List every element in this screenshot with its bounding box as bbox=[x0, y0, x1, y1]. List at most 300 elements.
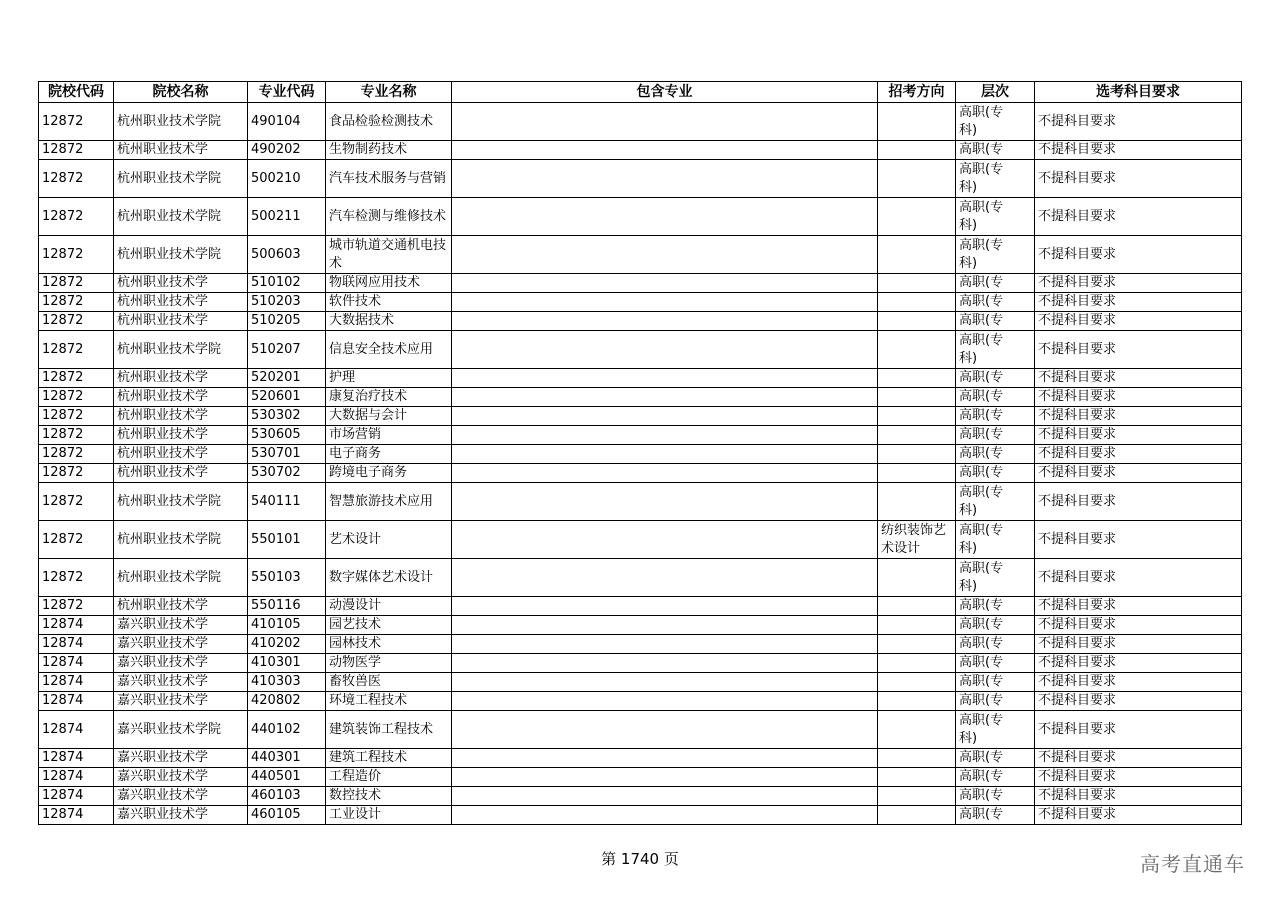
cell-included-majors-text bbox=[455, 464, 874, 482]
cell-direction bbox=[878, 198, 956, 236]
cell-major-code bbox=[248, 692, 326, 711]
cell-major-code-text: 550103 bbox=[251, 569, 301, 585]
cell-subject-requirement-text: 不提科目要求 bbox=[1038, 427, 1117, 442]
cell-direction bbox=[878, 597, 956, 616]
cell-major-name-text: 园林技术 bbox=[329, 636, 382, 651]
cell-subject-requirement bbox=[1035, 616, 1242, 635]
cell-major-code bbox=[248, 331, 326, 369]
cell-major-code bbox=[248, 445, 326, 464]
cell-major-name-text: 物联网应用技术 bbox=[329, 275, 421, 290]
cell-major-name bbox=[326, 692, 452, 711]
cell-school-name bbox=[114, 331, 248, 369]
cell-direction-text bbox=[881, 426, 952, 444]
cell-included-majors-text bbox=[455, 692, 874, 710]
cell-level bbox=[956, 616, 1035, 635]
cell-major-code bbox=[248, 806, 326, 825]
cell-direction bbox=[878, 141, 956, 160]
table-row bbox=[39, 464, 1242, 483]
table-row bbox=[39, 635, 1242, 654]
cell-major-code-text: 410202 bbox=[251, 636, 301, 651]
cell-school-code-text: 12872 bbox=[42, 598, 84, 613]
cell-major-name bbox=[326, 597, 452, 616]
cell-school-code-text: 12874 bbox=[42, 636, 84, 651]
cell-major-name-text: 跨境电子商务 bbox=[329, 465, 408, 480]
table-row bbox=[39, 616, 1242, 635]
cell-major-name-text: 建筑工程技术 bbox=[329, 750, 408, 765]
cell-direction bbox=[878, 388, 956, 407]
cell-major-name bbox=[326, 293, 452, 312]
cell-included-majors-text bbox=[455, 426, 874, 444]
cell-major-name-text: 市场营销 bbox=[329, 427, 382, 442]
cell-major-name bbox=[326, 749, 452, 768]
cell-included-majors bbox=[452, 236, 878, 274]
cell-school-code bbox=[39, 787, 114, 806]
cell-major-name-text: 数控技术 bbox=[329, 788, 382, 803]
cell-included-majors-text bbox=[455, 635, 874, 653]
cell-school-name bbox=[114, 198, 248, 236]
cell-subject-requirement-text: 不提科目要求 bbox=[1038, 569, 1117, 585]
cell-included-majors bbox=[452, 806, 878, 825]
cell-school-code bbox=[39, 559, 114, 597]
cell-level-text: 高职(专 bbox=[959, 408, 1004, 423]
table-row bbox=[39, 597, 1242, 616]
cell-level-text: 高职(专科) bbox=[959, 484, 1004, 518]
cell-school-code-text: 12872 bbox=[42, 170, 84, 186]
cell-school-name bbox=[114, 806, 248, 825]
cell-subject-requirement-text: 不提科目要求 bbox=[1038, 341, 1117, 357]
cell-major-code-text: 520601 bbox=[251, 389, 301, 404]
cell-level bbox=[956, 103, 1035, 141]
cell-school-code bbox=[39, 141, 114, 160]
cell-major-name bbox=[326, 198, 452, 236]
cell-major-name-text: 汽车检测与维修技术 bbox=[329, 208, 447, 224]
cell-direction bbox=[878, 407, 956, 426]
cell-level bbox=[956, 521, 1035, 559]
cell-level-text: 高职(专科) bbox=[959, 522, 1004, 556]
cell-included-majors bbox=[452, 141, 878, 160]
cell-level-text: 高职(专 bbox=[959, 693, 1004, 708]
cell-major-code bbox=[248, 388, 326, 407]
cell-subject-requirement bbox=[1035, 673, 1242, 692]
cell-major-code bbox=[248, 635, 326, 654]
cell-major-code bbox=[248, 464, 326, 483]
cell-subject-requirement-text: 不提科目要求 bbox=[1038, 313, 1117, 328]
cell-school-name bbox=[114, 445, 248, 464]
cell-level bbox=[956, 407, 1035, 426]
cell-included-majors bbox=[452, 597, 878, 616]
cell-major-code bbox=[248, 160, 326, 198]
cell-level-text: 高职(专 bbox=[959, 750, 1004, 765]
table-row bbox=[39, 426, 1242, 445]
cell-subject-requirement bbox=[1035, 445, 1242, 464]
cell-level-text: 高职(专 bbox=[959, 598, 1004, 613]
cell-direction bbox=[878, 521, 956, 559]
cell-school-code bbox=[39, 635, 114, 654]
watermark: 高考直通车 bbox=[1140, 852, 1245, 876]
cell-school-code bbox=[39, 103, 114, 141]
cell-major-name-text: 生物制药技术 bbox=[329, 142, 408, 157]
cell-major-name-text: 畜牧兽医 bbox=[329, 674, 382, 689]
cell-school-name bbox=[114, 388, 248, 407]
cell-school-name-text: 杭州职业技术学院 bbox=[117, 569, 222, 585]
cell-major-name bbox=[326, 711, 452, 749]
cell-school-code bbox=[39, 464, 114, 483]
cell-major-code bbox=[248, 426, 326, 445]
cell-major-code bbox=[248, 768, 326, 787]
cell-school-name-text: 杭州职业技术学院 bbox=[117, 208, 222, 224]
cell-level bbox=[956, 236, 1035, 274]
cell-major-code bbox=[248, 483, 326, 521]
table-row bbox=[39, 198, 1242, 236]
cell-school-name-text: 杭州职业技术学院 bbox=[117, 170, 222, 186]
cell-major-name bbox=[326, 407, 452, 426]
cell-major-name bbox=[326, 673, 452, 692]
cell-major-name-text: 食品检验检测技术 bbox=[329, 113, 434, 129]
table-row bbox=[39, 388, 1242, 407]
cell-direction-text bbox=[881, 692, 952, 710]
cell-major-code bbox=[248, 654, 326, 673]
cell-school-name bbox=[114, 369, 248, 388]
cell-direction bbox=[878, 559, 956, 597]
cell-major-code bbox=[248, 274, 326, 293]
cell-subject-requirement bbox=[1035, 787, 1242, 806]
cell-direction bbox=[878, 160, 956, 198]
cell-major-name bbox=[326, 331, 452, 369]
cell-direction-text bbox=[881, 616, 952, 634]
cell-level-text: 高职(专 bbox=[959, 617, 1004, 632]
cell-included-majors bbox=[452, 635, 878, 654]
table-row bbox=[39, 521, 1242, 559]
table-row bbox=[39, 749, 1242, 768]
cell-school-code-text: 12872 bbox=[42, 246, 84, 262]
cell-included-majors bbox=[452, 521, 878, 559]
table-row bbox=[39, 483, 1242, 521]
cell-school-name bbox=[114, 426, 248, 445]
cell-level-text: 高职(专 bbox=[959, 389, 1004, 404]
cell-school-name bbox=[114, 673, 248, 692]
header-school-name: 院校名称 bbox=[114, 82, 248, 103]
cell-major-code bbox=[248, 293, 326, 312]
cell-school-code bbox=[39, 407, 114, 426]
cell-direction bbox=[878, 692, 956, 711]
table-row bbox=[39, 236, 1242, 274]
cell-major-name-text: 动漫设计 bbox=[329, 598, 382, 613]
cell-subject-requirement bbox=[1035, 597, 1242, 616]
cell-major-name bbox=[326, 616, 452, 635]
cell-school-name bbox=[114, 559, 248, 597]
cell-school-code-text: 12874 bbox=[42, 788, 84, 803]
cell-school-code bbox=[39, 749, 114, 768]
cell-included-majors bbox=[452, 198, 878, 236]
cell-major-name bbox=[326, 426, 452, 445]
cell-level bbox=[956, 749, 1035, 768]
cell-direction bbox=[878, 331, 956, 369]
cell-school-name-text: 杭州职业技术学 bbox=[117, 446, 209, 461]
cell-school-code-text: 12872 bbox=[42, 294, 84, 309]
cell-major-name-text: 数字媒体艺术设计 bbox=[329, 569, 434, 585]
cell-major-code bbox=[248, 407, 326, 426]
cell-major-name-text: 护理 bbox=[329, 370, 356, 385]
cell-major-name-text: 工程造价 bbox=[329, 769, 382, 784]
cell-direction-text bbox=[881, 597, 952, 615]
cell-school-name-text: 杭州职业技术学院 bbox=[117, 341, 222, 357]
cell-subject-requirement-text: 不提科目要求 bbox=[1038, 674, 1117, 689]
cell-level bbox=[956, 312, 1035, 331]
cell-direction-text bbox=[881, 654, 952, 672]
cell-level bbox=[956, 464, 1035, 483]
cell-subject-requirement bbox=[1035, 312, 1242, 331]
cell-major-code-text: 530701 bbox=[251, 446, 301, 461]
header-direction: 招考方向 bbox=[878, 82, 956, 103]
cell-school-code bbox=[39, 293, 114, 312]
cell-major-code bbox=[248, 787, 326, 806]
cell-subject-requirement-text: 不提科目要求 bbox=[1038, 693, 1117, 708]
cell-subject-requirement-text: 不提科目要求 bbox=[1038, 807, 1117, 822]
cell-level-text: 高职(专 bbox=[959, 788, 1004, 803]
cell-direction-text bbox=[881, 768, 952, 786]
cell-school-name-text: 杭州职业技术学 bbox=[117, 389, 209, 404]
cell-major-name bbox=[326, 806, 452, 825]
cell-school-name-text: 杭州职业技术学院 bbox=[117, 246, 222, 262]
cell-school-name bbox=[114, 692, 248, 711]
cell-school-name bbox=[114, 141, 248, 160]
cell-school-code-text: 12872 bbox=[42, 208, 84, 224]
admission-table bbox=[38, 81, 1242, 825]
cell-school-code bbox=[39, 426, 114, 445]
table-row bbox=[39, 654, 1242, 673]
table-row bbox=[39, 160, 1242, 198]
cell-major-code bbox=[248, 369, 326, 388]
cell-major-code bbox=[248, 141, 326, 160]
cell-school-code-text: 12872 bbox=[42, 446, 84, 461]
cell-school-name bbox=[114, 616, 248, 635]
cell-school-code bbox=[39, 198, 114, 236]
header-included-majors: 包含专业 bbox=[452, 82, 878, 103]
cell-included-majors-text bbox=[455, 141, 874, 159]
table-row bbox=[39, 369, 1242, 388]
cell-included-majors bbox=[452, 768, 878, 787]
cell-subject-requirement-text: 不提科目要求 bbox=[1038, 275, 1117, 290]
cell-level-text: 高职(专科) bbox=[959, 104, 1004, 138]
cell-school-code-text: 12872 bbox=[42, 113, 84, 129]
cell-major-code-text: 530702 bbox=[251, 465, 301, 480]
cell-school-name-text: 嘉兴职业技术学 bbox=[117, 617, 209, 632]
table-row bbox=[39, 141, 1242, 160]
cell-major-code-text: 510102 bbox=[251, 275, 301, 290]
table-row bbox=[39, 673, 1242, 692]
cell-major-name-text: 电子商务 bbox=[329, 446, 382, 461]
cell-major-code-text: 500210 bbox=[251, 170, 301, 186]
cell-level-text: 高职(专 bbox=[959, 655, 1004, 670]
cell-included-majors bbox=[452, 616, 878, 635]
cell-subject-requirement bbox=[1035, 236, 1242, 274]
cell-direction bbox=[878, 483, 956, 521]
cell-subject-requirement bbox=[1035, 198, 1242, 236]
cell-subject-requirement bbox=[1035, 331, 1242, 369]
cell-direction bbox=[878, 464, 956, 483]
cell-level bbox=[956, 692, 1035, 711]
cell-direction-text bbox=[881, 293, 952, 311]
cell-school-code bbox=[39, 236, 114, 274]
cell-included-majors bbox=[452, 464, 878, 483]
cell-school-name bbox=[114, 787, 248, 806]
cell-direction-text bbox=[881, 673, 952, 691]
cell-major-code bbox=[248, 521, 326, 559]
cell-school-code bbox=[39, 274, 114, 293]
cell-level bbox=[956, 597, 1035, 616]
cell-included-majors-text bbox=[455, 312, 874, 330]
cell-school-name bbox=[114, 521, 248, 559]
cell-school-name bbox=[114, 749, 248, 768]
cell-level-text: 高职(专 bbox=[959, 275, 1004, 290]
table-row bbox=[39, 274, 1242, 293]
cell-subject-requirement bbox=[1035, 635, 1242, 654]
cell-direction-text bbox=[881, 388, 952, 406]
cell-school-code-text: 12874 bbox=[42, 617, 84, 632]
cell-subject-requirement-text: 不提科目要求 bbox=[1038, 636, 1117, 651]
cell-school-code bbox=[39, 312, 114, 331]
cell-school-code-text: 12874 bbox=[42, 807, 84, 822]
cell-school-code-text: 12872 bbox=[42, 313, 84, 328]
cell-level-text: 高职(专科) bbox=[959, 712, 1004, 746]
cell-level-text: 高职(专 bbox=[959, 427, 1004, 442]
cell-school-name-text: 杭州职业技术学 bbox=[117, 465, 209, 480]
cell-school-name-text: 嘉兴职业技术学 bbox=[117, 636, 209, 651]
cell-direction bbox=[878, 103, 956, 141]
cell-level-text: 高职(专 bbox=[959, 636, 1004, 651]
cell-subject-requirement-text: 不提科目要求 bbox=[1038, 246, 1117, 262]
cell-included-majors-text bbox=[455, 616, 874, 634]
cell-school-name-text: 嘉兴职业技术学 bbox=[117, 788, 209, 803]
cell-major-code bbox=[248, 597, 326, 616]
cell-direction bbox=[878, 806, 956, 825]
cell-major-code-text: 540111 bbox=[251, 493, 301, 509]
cell-level bbox=[956, 806, 1035, 825]
cell-direction-text bbox=[881, 445, 952, 463]
cell-school-name bbox=[114, 236, 248, 274]
cell-subject-requirement-text: 不提科目要求 bbox=[1038, 531, 1117, 547]
cell-subject-requirement bbox=[1035, 160, 1242, 198]
cell-school-name-text: 嘉兴职业技术学 bbox=[117, 750, 209, 765]
cell-level-text: 高职(专 bbox=[959, 674, 1004, 689]
table-row bbox=[39, 293, 1242, 312]
cell-major-code bbox=[248, 236, 326, 274]
cell-included-majors-text bbox=[455, 274, 874, 292]
cell-subject-requirement-text: 不提科目要求 bbox=[1038, 446, 1117, 461]
cell-school-code bbox=[39, 692, 114, 711]
cell-major-code-text: 520201 bbox=[251, 370, 301, 385]
cell-included-majors bbox=[452, 293, 878, 312]
cell-school-code bbox=[39, 711, 114, 749]
cell-level bbox=[956, 673, 1035, 692]
cell-major-code bbox=[248, 198, 326, 236]
cell-school-code-text: 12872 bbox=[42, 408, 84, 423]
cell-major-name bbox=[326, 559, 452, 597]
table-row bbox=[39, 806, 1242, 825]
cell-level bbox=[956, 388, 1035, 407]
cell-major-name-text: 大数据与会计 bbox=[329, 408, 408, 423]
cell-major-name-text: 建筑装饰工程技术 bbox=[329, 721, 434, 737]
cell-included-majors bbox=[452, 692, 878, 711]
cell-school-name bbox=[114, 464, 248, 483]
cell-school-name-text: 嘉兴职业技术学 bbox=[117, 769, 209, 784]
cell-major-code-text: 410301 bbox=[251, 655, 301, 670]
cell-direction-text bbox=[881, 806, 952, 824]
cell-included-majors-text bbox=[455, 597, 874, 615]
cell-level bbox=[956, 369, 1035, 388]
cell-major-name bbox=[326, 521, 452, 559]
cell-level-text: 高职(专科) bbox=[959, 161, 1004, 195]
cell-school-code bbox=[39, 616, 114, 635]
cell-included-majors bbox=[452, 388, 878, 407]
cell-level bbox=[956, 711, 1035, 749]
cell-subject-requirement-text: 不提科目要求 bbox=[1038, 113, 1117, 129]
cell-direction-text bbox=[881, 274, 952, 292]
cell-direction bbox=[878, 236, 956, 274]
cell-subject-requirement bbox=[1035, 293, 1242, 312]
table-row bbox=[39, 312, 1242, 331]
cell-major-name bbox=[326, 312, 452, 331]
cell-major-name-text: 艺术设计 bbox=[329, 531, 382, 547]
cell-major-code bbox=[248, 616, 326, 635]
cell-school-name-text: 嘉兴职业技术学 bbox=[117, 674, 209, 689]
table-row bbox=[39, 787, 1242, 806]
cell-subject-requirement bbox=[1035, 141, 1242, 160]
cell-subject-requirement bbox=[1035, 521, 1242, 559]
cell-level bbox=[956, 559, 1035, 597]
cell-direction-text bbox=[881, 407, 952, 425]
cell-included-majors bbox=[452, 426, 878, 445]
cell-subject-requirement bbox=[1035, 483, 1242, 521]
cell-major-code-text: 510203 bbox=[251, 294, 301, 309]
cell-subject-requirement bbox=[1035, 806, 1242, 825]
cell-major-name bbox=[326, 768, 452, 787]
cell-major-code bbox=[248, 312, 326, 331]
cell-subject-requirement-text: 不提科目要求 bbox=[1038, 788, 1117, 803]
cell-included-majors bbox=[452, 483, 878, 521]
table-row bbox=[39, 407, 1242, 426]
cell-major-name bbox=[326, 388, 452, 407]
cell-level bbox=[956, 331, 1035, 369]
cell-major-name bbox=[326, 483, 452, 521]
cell-direction bbox=[878, 787, 956, 806]
cell-major-name-text: 汽车技术服务与营销 bbox=[329, 170, 447, 186]
cell-included-majors bbox=[452, 103, 878, 141]
cell-subject-requirement bbox=[1035, 654, 1242, 673]
page-number: 第 1740 页 bbox=[601, 850, 679, 868]
cell-major-code-text: 490202 bbox=[251, 142, 301, 157]
cell-level bbox=[956, 787, 1035, 806]
cell-included-majors bbox=[452, 274, 878, 293]
cell-school-name-text: 杭州职业技术学院 bbox=[117, 113, 222, 129]
table-row bbox=[39, 692, 1242, 711]
table-row bbox=[39, 445, 1242, 464]
cell-subject-requirement bbox=[1035, 388, 1242, 407]
cell-included-majors bbox=[452, 654, 878, 673]
cell-school-code bbox=[39, 331, 114, 369]
table-row bbox=[39, 768, 1242, 787]
cell-direction-text bbox=[881, 312, 952, 330]
cell-major-code-text: 440102 bbox=[251, 721, 301, 737]
cell-major-name bbox=[326, 274, 452, 293]
header-level: 层次 bbox=[956, 82, 1035, 103]
cell-included-majors-text bbox=[455, 407, 874, 425]
cell-major-code bbox=[248, 711, 326, 749]
cell-major-code-text: 410303 bbox=[251, 674, 301, 689]
cell-major-name-text: 城市轨道交通机电技术 bbox=[329, 237, 447, 271]
cell-subject-requirement bbox=[1035, 559, 1242, 597]
cell-subject-requirement-text: 不提科目要求 bbox=[1038, 170, 1117, 186]
